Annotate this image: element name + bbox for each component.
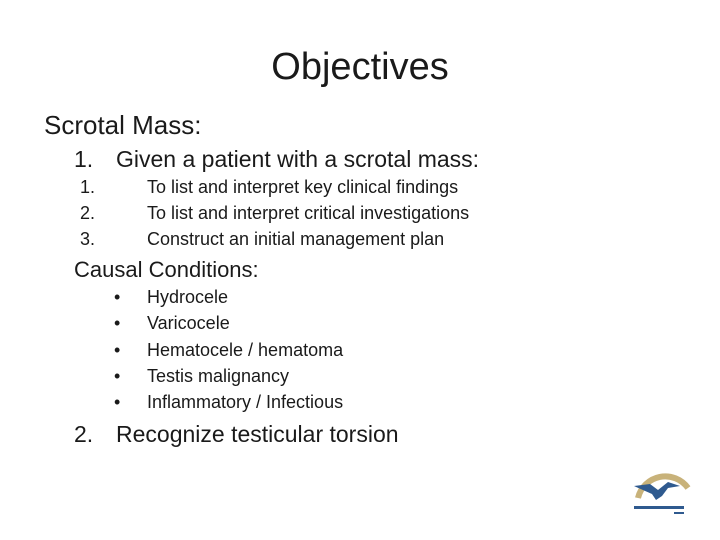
cause-item: Hematocele / hematoma bbox=[147, 340, 344, 360]
urologic-sciences-logo bbox=[628, 460, 692, 520]
causal-heading: Causal Conditions: bbox=[74, 257, 259, 282]
cause-item: Inflammatory / Infectious bbox=[147, 392, 344, 412]
bullet-icon: • bbox=[114, 340, 121, 360]
sublist-text: Construct an initial management plan bbox=[147, 229, 445, 249]
list-item-number: 2. bbox=[74, 421, 94, 447]
sublist-number: 3. bbox=[80, 229, 96, 249]
cause-item: Testis malignancy bbox=[147, 366, 290, 386]
slide-title: Objectives bbox=[271, 46, 449, 88]
sublist-number: 1. bbox=[80, 177, 96, 197]
bullet-icon: • bbox=[114, 366, 121, 386]
logo-text-mark bbox=[674, 512, 684, 514]
sublist-number: 2. bbox=[80, 203, 96, 223]
bullet-icon: • bbox=[114, 392, 121, 412]
cause-item: Varicocele bbox=[147, 313, 230, 333]
list-item-text: Given a patient with a scrotal mass: bbox=[116, 146, 480, 172]
bullet-icon: • bbox=[114, 287, 121, 307]
list-item-text: Recognize testicular torsion bbox=[116, 421, 399, 447]
bullet-icon: • bbox=[114, 313, 121, 333]
logo-text-mark bbox=[634, 506, 684, 509]
sublist-text: To list and interpret key clinical findings bbox=[147, 177, 459, 197]
section-heading: Scrotal Mass: bbox=[44, 110, 202, 140]
sublist-text: To list and interpret critical investigations bbox=[147, 203, 470, 223]
list-item-number: 1. bbox=[74, 146, 94, 172]
cause-item: Hydrocele bbox=[147, 287, 229, 307]
